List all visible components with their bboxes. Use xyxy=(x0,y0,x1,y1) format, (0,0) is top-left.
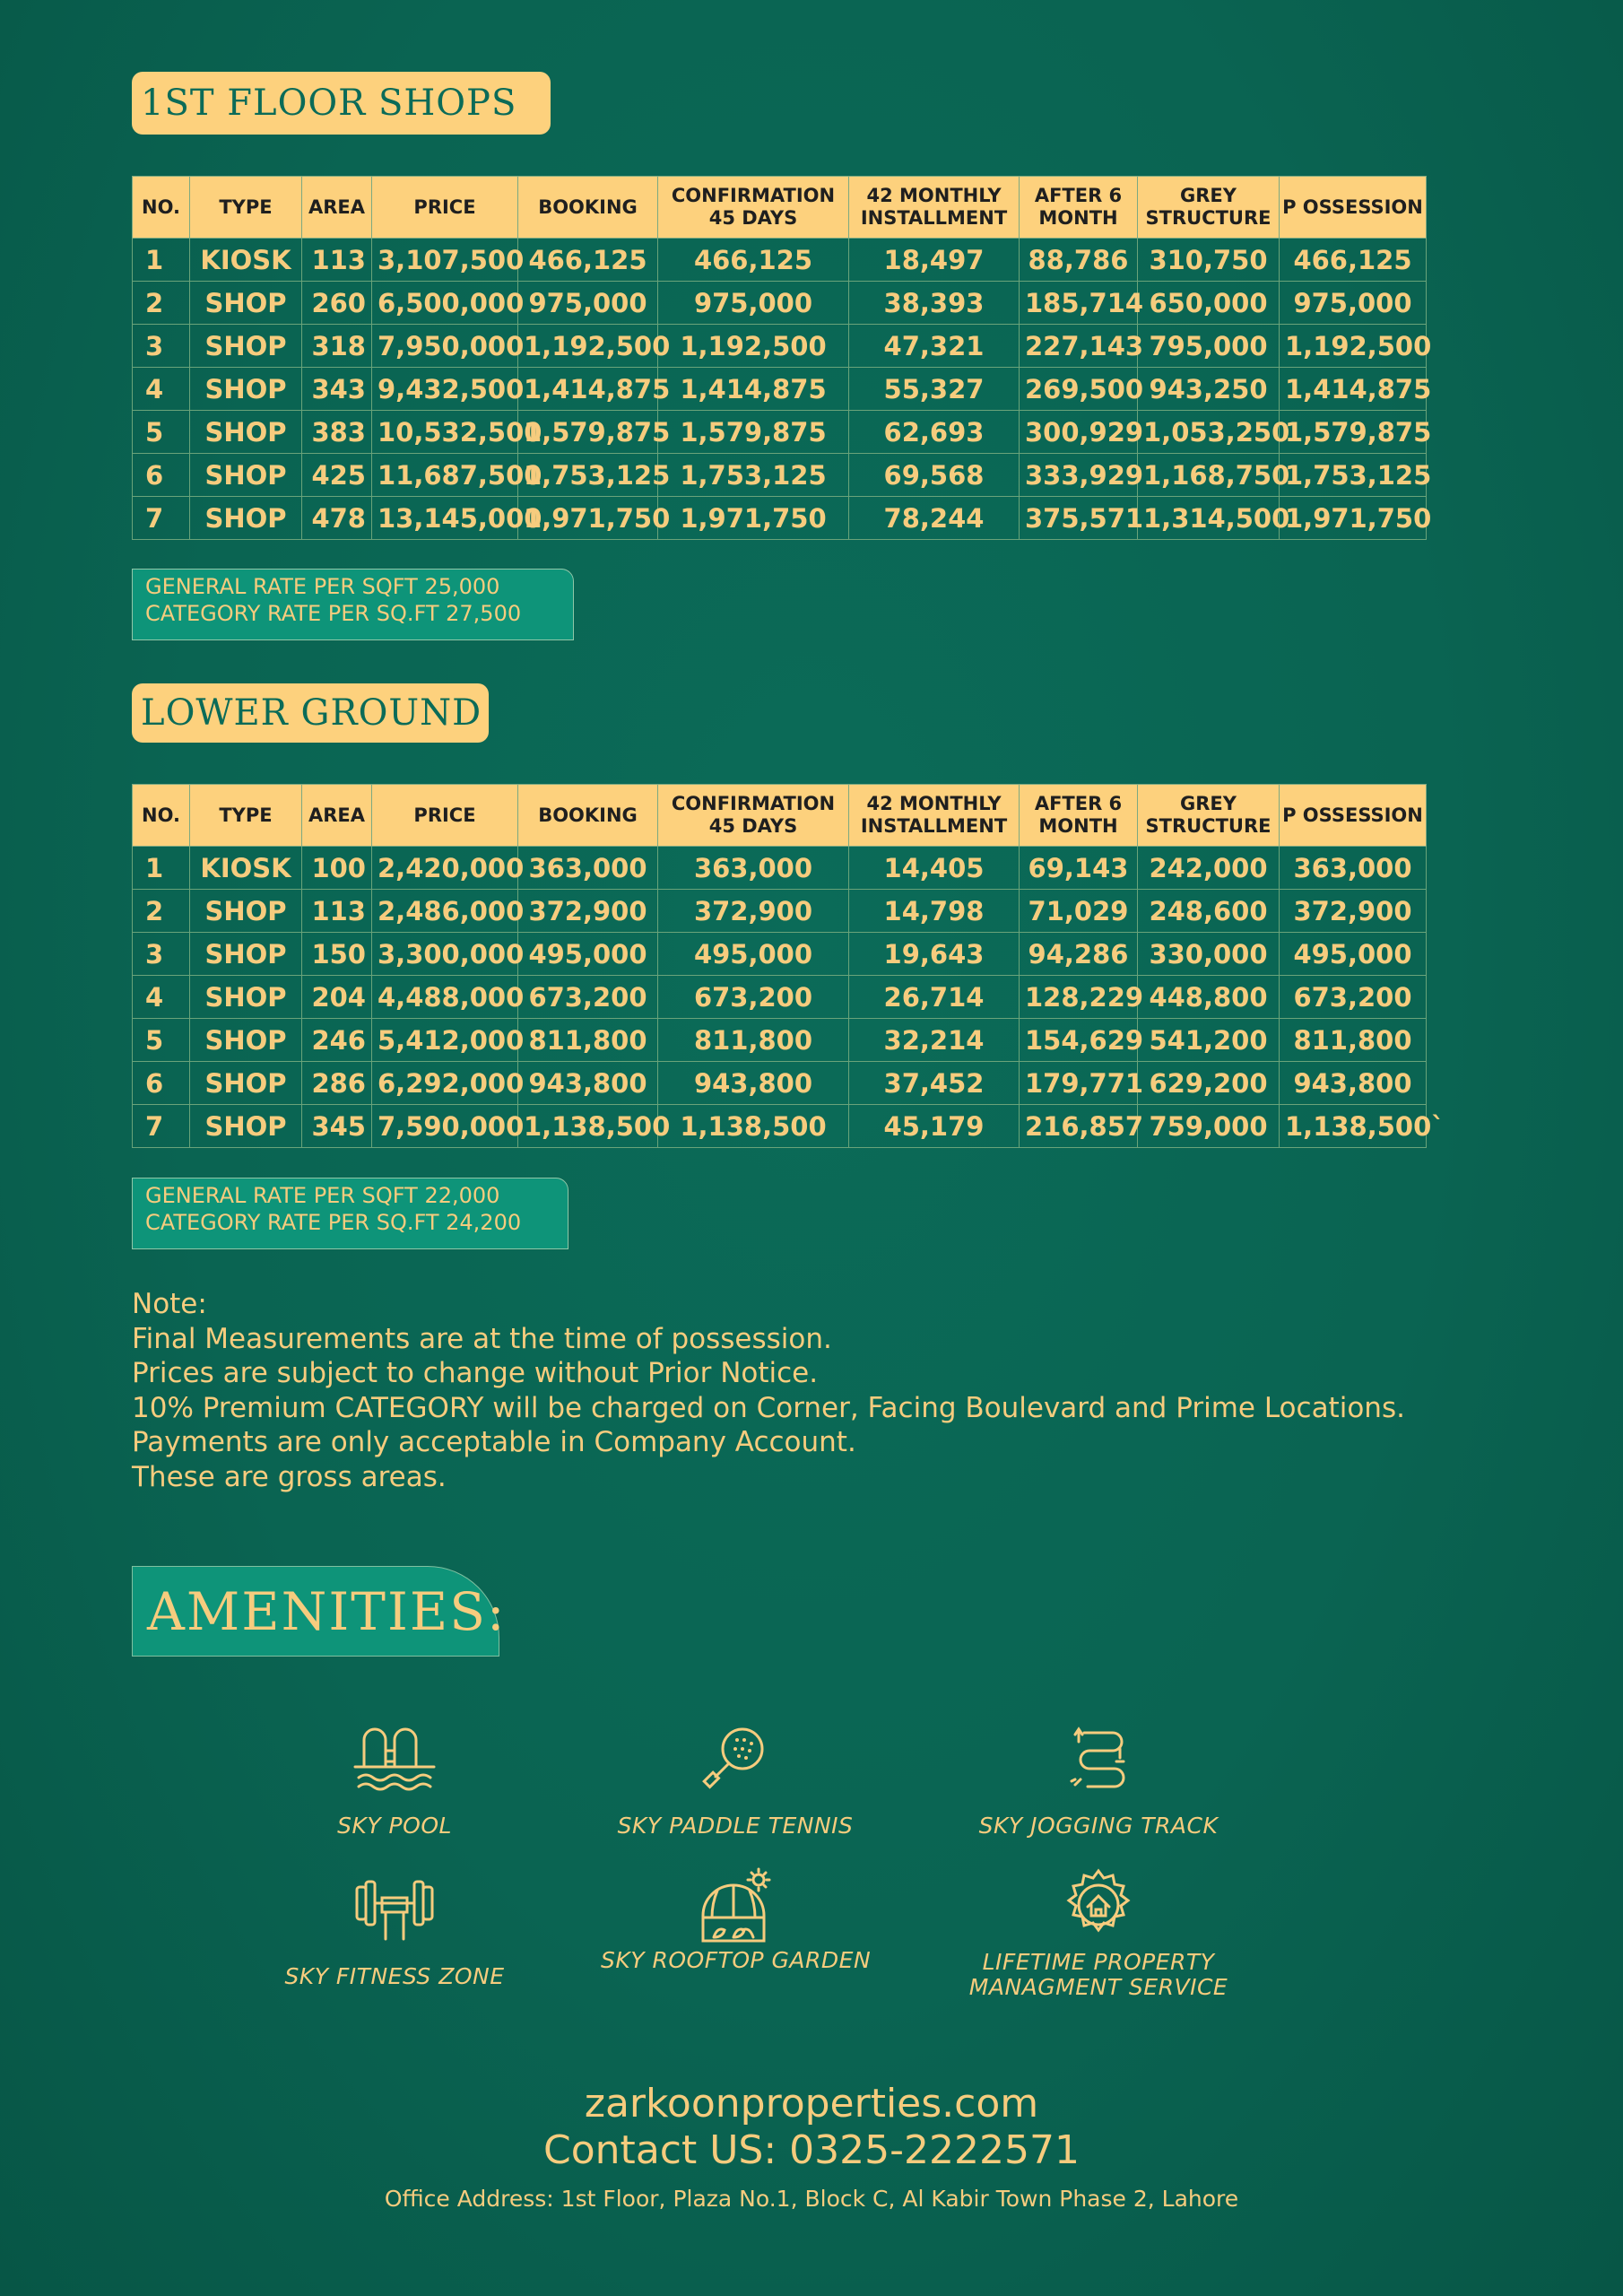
table-cell: 14,798 xyxy=(849,890,1020,933)
first-floor-price-table xyxy=(132,176,1432,540)
table-cell: 1 xyxy=(133,239,190,282)
table-cell: 154,629 xyxy=(1020,1019,1138,1062)
table-cell: 943,800 xyxy=(1280,1062,1427,1105)
table-cell: 333,929 xyxy=(1020,454,1138,497)
general-rate: GENERAL RATE PER SQFT 25,000 xyxy=(145,574,500,599)
table-cell: 62,693 xyxy=(849,411,1020,454)
column-header: AREA xyxy=(302,785,372,847)
table-cell: SHOP xyxy=(190,1105,302,1148)
column-header: 42 MONTHLY INSTALLMENT xyxy=(849,785,1020,847)
table-cell: 14,405 xyxy=(849,847,1020,890)
table-cell: 2 xyxy=(133,890,190,933)
table-row xyxy=(133,411,1427,454)
table-cell: SHOP xyxy=(190,976,302,1019)
column-header: AFTER 6 MONTH xyxy=(1020,785,1138,847)
table-cell: 269,500 xyxy=(1020,368,1138,411)
table-cell: SHOP xyxy=(190,411,302,454)
amenity-label: SKY POOL xyxy=(337,1813,452,1839)
table-cell: 4 xyxy=(133,976,190,1019)
table-cell: SHOP xyxy=(190,282,302,325)
table-cell: 372,900 xyxy=(518,890,658,933)
table-cell: SHOP xyxy=(190,497,302,540)
category-rate: CATEGORY RATE PER SQ.FT 24,200 xyxy=(145,1210,522,1235)
amenity-sky-pool xyxy=(269,1722,520,1839)
table-row xyxy=(133,847,1427,890)
table-cell: 478 xyxy=(302,497,372,540)
table-cell: 495,000 xyxy=(1280,933,1427,976)
table-cell: 5 xyxy=(133,411,190,454)
table-cell: 1,579,875 xyxy=(518,411,658,454)
amenity-label: SKY PADDLE TENNIS xyxy=(617,1813,854,1839)
column-header: BOOKING xyxy=(518,785,658,847)
table-cell: 216,857 xyxy=(1020,1105,1138,1148)
table-cell: KIOSK xyxy=(190,847,302,890)
table-cell: 1,753,125 xyxy=(1280,454,1427,497)
table-cell: 19,643 xyxy=(849,933,1020,976)
amenity-label: LIFETIME PROPERTY xyxy=(982,1949,1215,1975)
table-cell: 448,800 xyxy=(1138,976,1280,1019)
table-cell: 13,145,000 xyxy=(372,497,518,540)
table-cell: 363,000 xyxy=(1280,847,1427,890)
table-cell: 6 xyxy=(133,454,190,497)
table-cell: 795,000 xyxy=(1138,325,1280,368)
table-cell: 383 xyxy=(302,411,372,454)
table-row xyxy=(133,454,1427,497)
table-cell: 375,571 xyxy=(1020,497,1138,540)
amenity-label-line2: MANAGMENT SERVICE xyxy=(968,1974,1228,2000)
general-rate: GENERAL RATE PER SQFT 22,000 xyxy=(145,1183,500,1208)
column-header: GREY STRUCTURE xyxy=(1138,785,1280,847)
table-cell: 466,125 xyxy=(658,239,849,282)
pool-ladder-icon xyxy=(352,1722,438,1794)
table-cell: 6 xyxy=(133,1062,190,1105)
table-cell: 78,244 xyxy=(849,497,1020,540)
table-cell: 4 xyxy=(133,368,190,411)
table-cell: 227,143 xyxy=(1020,325,1138,368)
table-cell: 1,053,250 xyxy=(1138,411,1280,454)
note-line: Payments are only acceptable in Company Account. xyxy=(132,1426,856,1458)
table-cell: 1,192,500 xyxy=(518,325,658,368)
table-cell: SHOP xyxy=(190,368,302,411)
table-cell: 2,486,000 xyxy=(372,890,518,933)
amenities-title: AMENITIES: xyxy=(132,1566,499,1657)
table-cell: 425 xyxy=(302,454,372,497)
table-cell: 759,000 xyxy=(1138,1105,1280,1148)
column-header: CONFIRMATION 45 DAYS xyxy=(658,785,849,847)
amenity-label: SKY FITNESS ZONE xyxy=(284,1963,505,1989)
table-cell: 673,200 xyxy=(658,976,849,1019)
table-row xyxy=(133,933,1427,976)
table-cell: 69,143 xyxy=(1020,847,1138,890)
table-cell: 343 xyxy=(302,368,372,411)
table-cell: 2 xyxy=(133,282,190,325)
table-cell: 330,000 xyxy=(1138,933,1280,976)
amenity-property-management xyxy=(964,1866,1233,2000)
table-cell: 9,432,500 xyxy=(372,368,518,411)
table-cell: 1,138,500 xyxy=(518,1105,658,1148)
amenity-sky-jogging-track xyxy=(964,1722,1233,1839)
table-cell: 47,321 xyxy=(849,325,1020,368)
table-cell: 38,393 xyxy=(849,282,1020,325)
column-header: AREA xyxy=(302,177,372,239)
table-cell: 37,452 xyxy=(849,1062,1020,1105)
table-cell: 94,286 xyxy=(1020,933,1138,976)
notes-block xyxy=(132,1287,1405,1494)
table-cell: 286 xyxy=(302,1062,372,1105)
table-cell: 7 xyxy=(133,497,190,540)
table-cell: 1,579,875 xyxy=(658,411,849,454)
column-header: PRICE xyxy=(372,785,518,847)
table-cell: 300,929 xyxy=(1020,411,1138,454)
table-cell: 6,292,000 xyxy=(372,1062,518,1105)
notes-heading: Note: xyxy=(132,1288,207,1320)
table-cell: 1,192,500 xyxy=(1280,325,1427,368)
table-cell: 345 xyxy=(302,1105,372,1148)
table-cell: 541,200 xyxy=(1138,1019,1280,1062)
table-cell: 495,000 xyxy=(518,933,658,976)
table-cell: 185,714 xyxy=(1020,282,1138,325)
table-cell: 943,800 xyxy=(518,1062,658,1105)
table-cell: 69,568 xyxy=(849,454,1020,497)
table-row xyxy=(133,1062,1427,1105)
table-cell: 466,125 xyxy=(518,239,658,282)
table-header-row xyxy=(133,177,1427,239)
column-header: P OSSESSION xyxy=(1280,785,1427,847)
table-cell: SHOP xyxy=(190,1062,302,1105)
table-row xyxy=(133,239,1427,282)
table-cell: 88,786 xyxy=(1020,239,1138,282)
table-row xyxy=(133,1105,1427,1148)
lower-ground-title: LOWER GROUND xyxy=(132,683,489,743)
table-cell: 1,579,875 xyxy=(1280,411,1427,454)
table-cell: 55,327 xyxy=(849,368,1020,411)
website-link[interactable]: zarkoonproperties.com xyxy=(584,2081,1039,2126)
table-cell: 629,200 xyxy=(1138,1062,1280,1105)
table-cell: 5,412,000 xyxy=(372,1019,518,1062)
amenity-label: SKY ROOFTOP GARDEN xyxy=(601,1947,872,1973)
greenhouse-icon xyxy=(690,1866,780,1944)
table-cell: 6,500,000 xyxy=(372,282,518,325)
table-cell: 1,138,500` xyxy=(1280,1105,1427,1148)
table-cell: 45,179 xyxy=(849,1105,1020,1148)
table-cell: 3 xyxy=(133,325,190,368)
table-cell: 466,125 xyxy=(1280,239,1427,282)
first-floor-rates xyxy=(132,569,574,640)
table-cell: 11,687,500 xyxy=(372,454,518,497)
table-cell: 246 xyxy=(302,1019,372,1062)
table-cell: 372,900 xyxy=(658,890,849,933)
table-cell: 1,192,500 xyxy=(658,325,849,368)
table-cell: 3 xyxy=(133,933,190,976)
table-cell: 18,497 xyxy=(849,239,1020,282)
table-cell: 1,414,875 xyxy=(518,368,658,411)
table-cell: 7,590,000 xyxy=(372,1105,518,1148)
contact-phone: Contact US: 0325-2222571 xyxy=(543,2127,1080,2173)
column-header: BOOKING xyxy=(518,177,658,239)
category-rate: CATEGORY RATE PER SQ.FT 27,500 xyxy=(145,601,522,626)
first-floor-title: 1ST FLOOR SHOPS xyxy=(132,72,551,135)
table-cell: 673,200 xyxy=(518,976,658,1019)
amenity-sky-paddle-tennis xyxy=(601,1722,870,1839)
table-cell: 1,971,750 xyxy=(658,497,849,540)
table-cell: SHOP xyxy=(190,454,302,497)
table-cell: 100 xyxy=(302,847,372,890)
table-cell: 4,488,000 xyxy=(372,976,518,1019)
table-row xyxy=(133,1019,1427,1062)
table-row xyxy=(133,890,1427,933)
table-cell: 673,200 xyxy=(1280,976,1427,1019)
table-cell: 975,000 xyxy=(1280,282,1427,325)
table-cell: SHOP xyxy=(190,890,302,933)
table-cell: 2,420,000 xyxy=(372,847,518,890)
table-row xyxy=(133,497,1427,540)
note-line: Final Measurements are at the time of possession. xyxy=(132,1322,832,1355)
table-cell: 1,971,750 xyxy=(1280,497,1427,540)
table-cell: 318 xyxy=(302,325,372,368)
table-cell: 3,300,000 xyxy=(372,933,518,976)
table-cell: SHOP xyxy=(190,325,302,368)
gear-house-icon xyxy=(1059,1866,1138,1944)
column-header: PRICE xyxy=(372,177,518,239)
table-cell: 32,214 xyxy=(849,1019,1020,1062)
paddle-racket-icon xyxy=(699,1722,771,1794)
table-row xyxy=(133,282,1427,325)
table-cell: 1,414,875 xyxy=(658,368,849,411)
column-header: CONFIRMATION 45 DAYS xyxy=(658,177,849,239)
note-line: These are gross areas. xyxy=(132,1460,447,1493)
table-cell: 1,753,125 xyxy=(518,454,658,497)
office-address: Office Address: 1st Floor, Plaza No.1, Block C, Al Kabir Town Phase 2, Lahore xyxy=(384,2186,1239,2212)
table-cell: 495,000 xyxy=(658,933,849,976)
dumbbell-fist-icon xyxy=(352,1873,438,1944)
table-cell: 363,000 xyxy=(518,847,658,890)
column-header: NO. xyxy=(133,177,190,239)
table-cell: 975,000 xyxy=(518,282,658,325)
table-cell: 1,138,500 xyxy=(658,1105,849,1148)
column-header: TYPE xyxy=(190,785,302,847)
column-header: GREY STRUCTURE xyxy=(1138,177,1280,239)
jogging-track-icon xyxy=(1063,1722,1134,1794)
table-cell: 650,000 xyxy=(1138,282,1280,325)
table-cell: 310,750 xyxy=(1138,239,1280,282)
table-cell: 5 xyxy=(133,1019,190,1062)
table-cell: 1 xyxy=(133,847,190,890)
table-cell: 150 xyxy=(302,933,372,976)
table-cell: KIOSK xyxy=(190,239,302,282)
lower-ground-price-table xyxy=(132,784,1445,1148)
table-cell: 113 xyxy=(302,239,372,282)
table-cell: 7 xyxy=(133,1105,190,1148)
table-cell: SHOP xyxy=(190,933,302,976)
table-cell: 943,250 xyxy=(1138,368,1280,411)
table-cell: 248,600 xyxy=(1138,890,1280,933)
column-header: TYPE xyxy=(190,177,302,239)
table-cell: 811,800 xyxy=(518,1019,658,1062)
note-line: 10% Premium CATEGORY will be charged on Corner, Facing Boulevard and Prime Locations. xyxy=(132,1391,1405,1424)
note-line: Prices are subject to change without Prior Notice. xyxy=(132,1357,819,1389)
table-cell: 26,714 xyxy=(849,976,1020,1019)
column-header: P OSSESSION xyxy=(1280,177,1427,239)
table-cell: 811,800 xyxy=(1280,1019,1427,1062)
table-cell: 10,532,500 xyxy=(372,411,518,454)
table-cell: 179,771 xyxy=(1020,1062,1138,1105)
lower-ground-rates xyxy=(132,1178,568,1249)
column-header: AFTER 6 MONTH xyxy=(1020,177,1138,239)
table-cell: 372,900 xyxy=(1280,890,1427,933)
table-cell: 1,753,125 xyxy=(658,454,849,497)
table-row xyxy=(133,976,1427,1019)
table-cell: 975,000 xyxy=(658,282,849,325)
table-cell: 1,314,500 xyxy=(1138,497,1280,540)
table-cell: 7,950,000 xyxy=(372,325,518,368)
table-cell: 242,000 xyxy=(1138,847,1280,890)
table-cell: 71,029 xyxy=(1020,890,1138,933)
table-cell: 3,107,500 xyxy=(372,239,518,282)
table-cell: 1,414,875 xyxy=(1280,368,1427,411)
amenity-sky-rooftop-garden xyxy=(601,1866,870,1973)
column-header: 42 MONTHLY INSTALLMENT xyxy=(849,177,1020,239)
amenity-label: SKY JOGGING TRACK xyxy=(978,1813,1219,1839)
table-cell: 811,800 xyxy=(658,1019,849,1062)
column-header: NO. xyxy=(133,785,190,847)
amenity-sky-fitness-zone xyxy=(269,1873,520,1989)
table-row xyxy=(133,368,1427,411)
table-cell: 260 xyxy=(302,282,372,325)
table-cell: 1,168,750 xyxy=(1138,454,1280,497)
table-cell: 113 xyxy=(302,890,372,933)
table-cell: 1,971,750 xyxy=(518,497,658,540)
table-cell: 204 xyxy=(302,976,372,1019)
table-cell: 943,800 xyxy=(658,1062,849,1105)
table-cell: 128,229 xyxy=(1020,976,1138,1019)
table-header-row xyxy=(133,785,1427,847)
table-cell: SHOP xyxy=(190,1019,302,1062)
table-row xyxy=(133,325,1427,368)
table-cell: 363,000 xyxy=(658,847,849,890)
